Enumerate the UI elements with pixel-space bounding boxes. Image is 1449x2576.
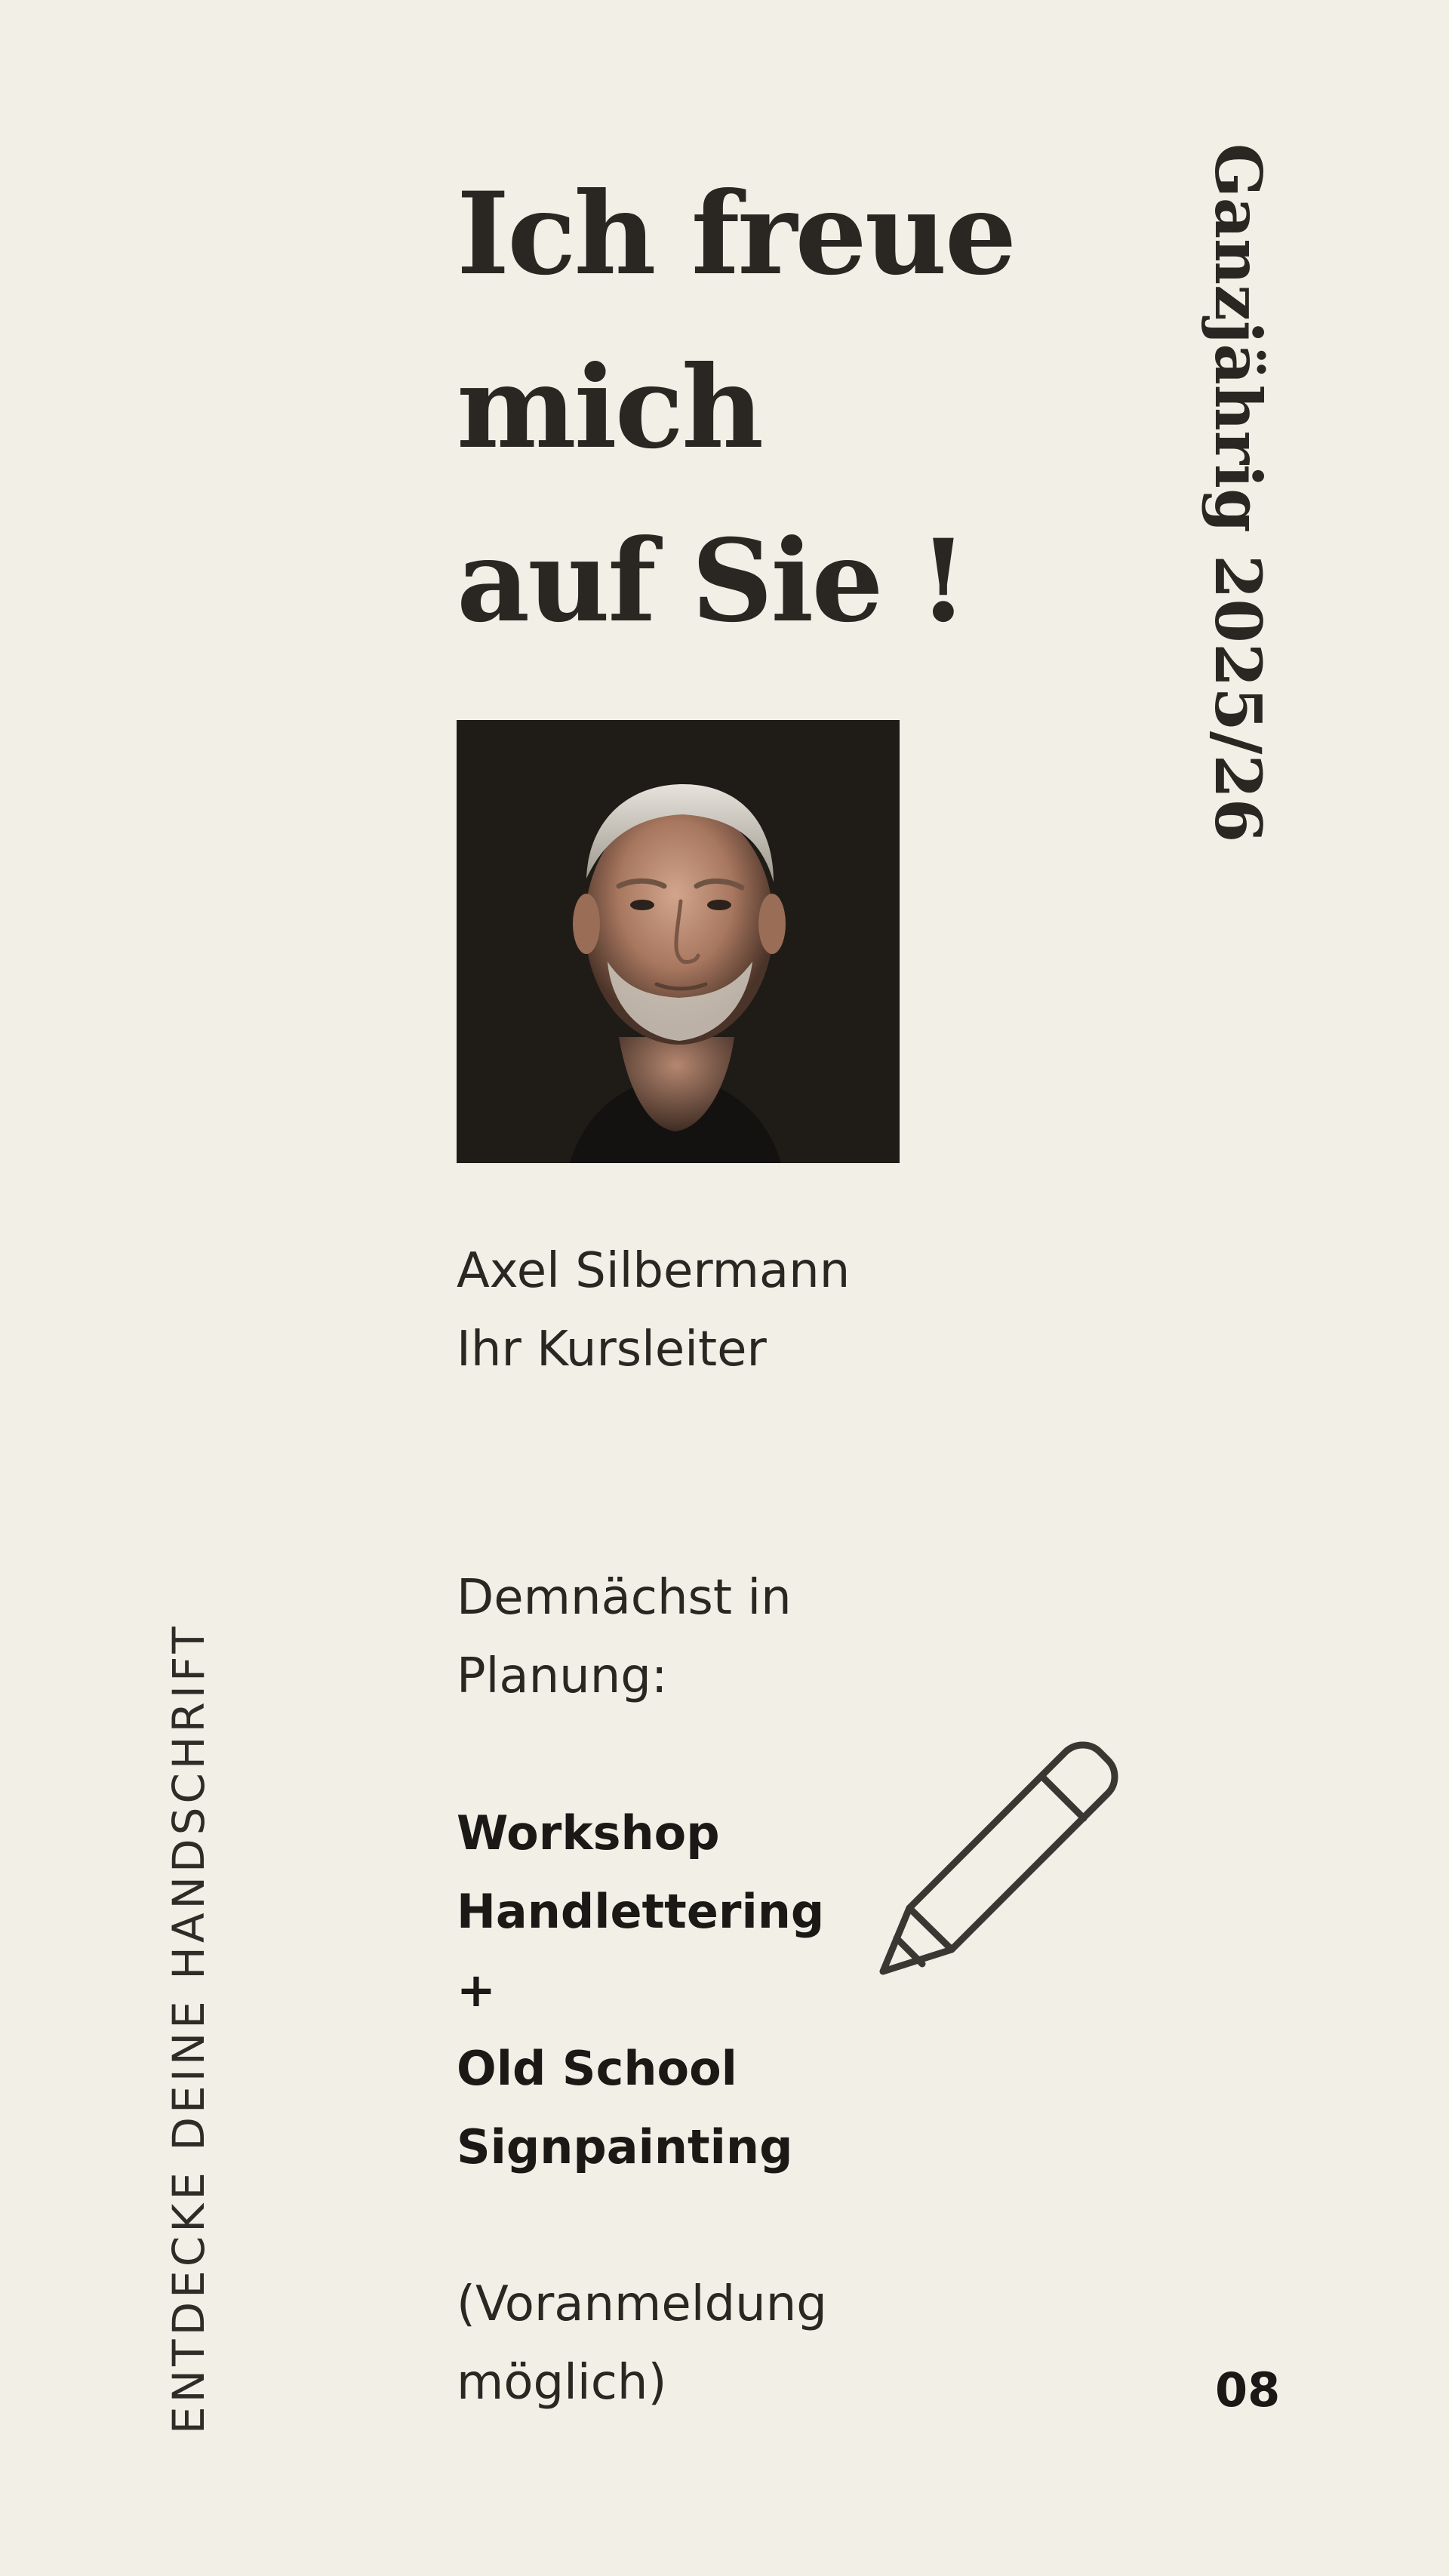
upcoming-section [457, 1559, 924, 2422]
season-label: Ganzjährig 2025/26 [1201, 143, 1275, 843]
course-title-line-1: Workshop [457, 1805, 720, 1860]
upcoming-intro-line-1: Demnächst in [457, 1570, 792, 1626]
pencil-icon [868, 1736, 1124, 1993]
course-title-line-3: + [457, 1962, 496, 2017]
page-headline [457, 147, 1075, 668]
registration-note-line-1: (Voranmeldung [457, 2276, 827, 2332]
headline-line-1: Ich freue [457, 168, 1015, 300]
headline-line-3: auf Sie ! [457, 515, 966, 648]
registration-note-line-2: möglich) [457, 2355, 667, 2411]
page-number: 08 [1215, 2362, 1281, 2418]
spacer [457, 2187, 924, 2265]
instructor-info [457, 1232, 850, 1389]
course-title-line-5: Signpainting [457, 2119, 793, 2174]
instructor-name: Axel Silbermann [457, 1243, 851, 1299]
upcoming-intro-line-2: Planung: [457, 1648, 668, 1704]
course-title-line-4: Old School [457, 2041, 737, 2096]
instructor-role: Ihr Kursleiter [457, 1322, 767, 1377]
sidebar-tagline: ENTDECKE DEINE HANDSCHRIFT [163, 1623, 214, 2434]
spacer [457, 1716, 924, 1794]
instructor-portrait [457, 720, 900, 1163]
headline-line-2: mich [457, 341, 762, 474]
course-title-line-2: Handlettering [457, 1884, 825, 1939]
